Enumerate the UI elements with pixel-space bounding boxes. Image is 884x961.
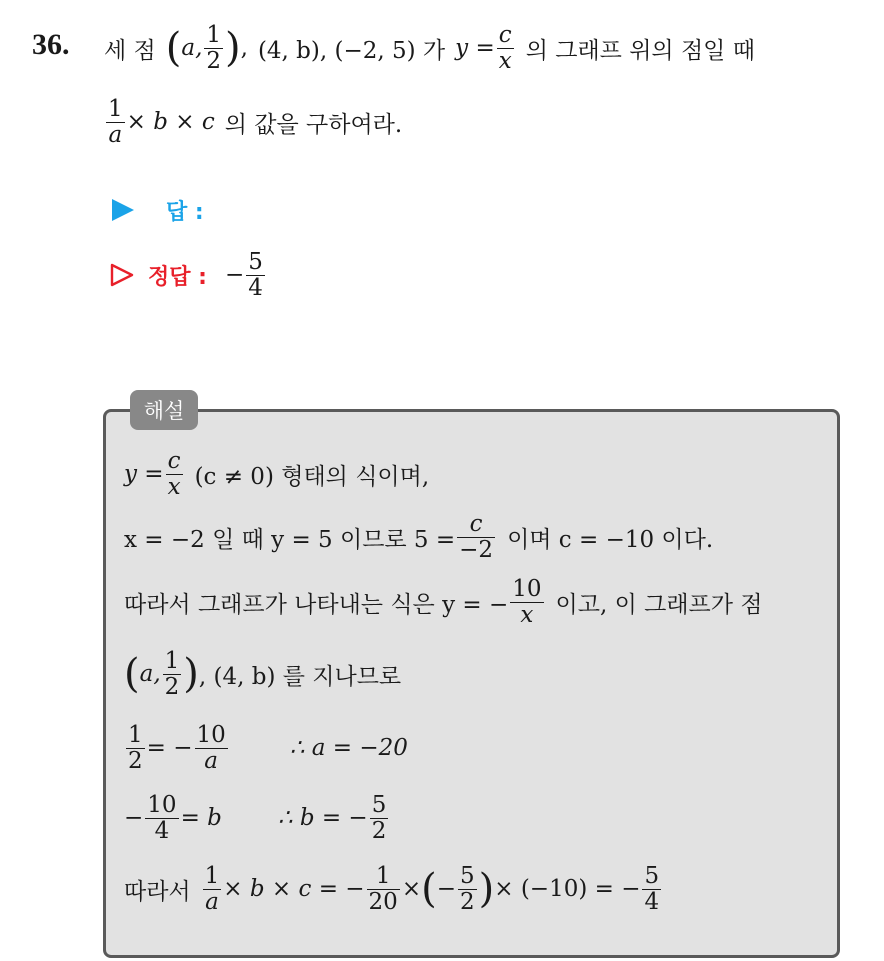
other-points: (4, b), (−2, 5) 가 [257, 37, 446, 64]
answer-row [112, 196, 204, 224]
y-equals: y = [455, 35, 495, 61]
correct-marker-icon [110, 263, 134, 287]
solution-fraction-1-over-a: $\frac{1}{a}$ [204, 863, 220, 915]
solution-line-2: x = −2 일 때 y = 5 이므로 5 = $\frac{c}{-2}$ 이며 c = −10 이다. [124, 511, 714, 563]
solution-tag: 해설 [130, 390, 198, 430]
solution-fraction-c-over-minus2: $\frac{c}{-2}$ [459, 511, 494, 563]
fraction-one-half: $\frac{1}{2}$ [206, 22, 222, 74]
answer-marker-icon [112, 199, 134, 221]
solution-fraction-l6-left: $\frac{10}{4}$ [147, 792, 177, 844]
problem-line-1: 세 점 ( a, $\frac{1}{2}$ ) , (4, b), (−2, 5) 가 y = $\frac{c}{x}$ 의 그래프 위의 점일 때 [104, 22, 755, 74]
solution-fraction-c-over-x: $\frac{c}{x}$ [167, 448, 181, 500]
solution-line-6: − $\frac{10}{4}$ = b ∴ b = − $\frac{5}{2}$ [124, 792, 387, 844]
solution-line-3: 따라서 그래프가 나타내는 식은 y = − $\frac{10}{x}$ 이고, 이 그래프가 점 [124, 576, 763, 628]
solution-line-4: ( a, $\frac{1}{2}$ ) , (4, b) 를 지나므로 [124, 648, 402, 700]
answer-label: 답 : [166, 199, 204, 225]
solution-fraction-10-over-x: $\frac{10}{x}$ [512, 576, 542, 628]
solution-fraction-1-over-20: $\frac{1}{20}$ [368, 863, 398, 915]
correct-answer-label: 정답 : [148, 264, 207, 290]
solution-line-5: $\frac{1}{2}$ = − $\frac{10}{a}$ ∴ a = −20 [128, 722, 408, 774]
therefore-b: ∴ b = − [277, 805, 368, 831]
solution-fraction-l5-left: $\frac{1}{2}$ [128, 722, 143, 774]
solution-fraction-5-over-4: $\frac{5}{4}$ [644, 863, 660, 915]
correct-answer-sign: − [224, 262, 245, 288]
solution-fraction-one-half: $\frac{1}{2}$ [164, 648, 180, 700]
solution-fraction-l5-right: $\frac{10}{a}$ [196, 722, 226, 774]
solution-line-1: y = $\frac{c}{x}$ (c ≠ 0) 형태의 식이며, [124, 448, 430, 500]
solution-line-7: 따라서 $\frac{1}{a}$ × b × c = − $\frac{1}{20}$ × ( − $\frac{5}{2}$ ) × (−10) = − $\frac{5}{4}$ [124, 863, 660, 915]
solution-fraction-5-over-2: $\frac{5}{2}$ [460, 863, 475, 915]
problem-line-1-end: 의 그래프 위의 점일 때 [525, 37, 755, 64]
therefore-a: ∴ a = −20 [289, 735, 408, 761]
product-expression: × b × c [126, 109, 215, 135]
point-a: a, [181, 35, 203, 61]
fraction-c-over-x: $\frac{c}{x}$ [498, 22, 512, 74]
correct-answer-row [110, 244, 267, 306]
solution-fraction-l6-right: $\frac{5}{2}$ [371, 792, 387, 844]
problem-number: 36. [32, 28, 70, 61]
correct-answer-fraction: $\frac{5}{4}$ [248, 249, 263, 301]
problem-line-2-end: 의 값을 구하여라. [224, 111, 403, 138]
problem-intro: 세 점 [104, 37, 156, 64]
problem-line-2 [104, 94, 402, 150]
fraction-one-over-a: $\frac{1}{a}$ [108, 96, 123, 148]
